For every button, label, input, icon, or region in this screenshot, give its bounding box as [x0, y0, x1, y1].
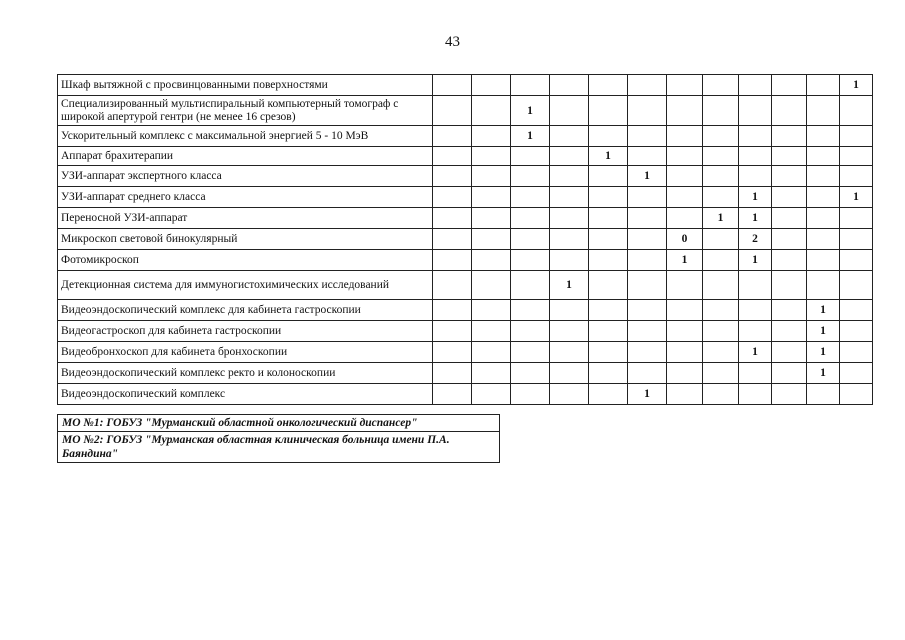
quantity-cell	[703, 166, 739, 187]
quantity-cell	[739, 300, 772, 321]
quantity-cell	[511, 342, 550, 363]
quantity-cell	[550, 229, 589, 250]
quantity-cell	[703, 147, 739, 166]
legend-row	[58, 432, 500, 463]
table-row	[58, 321, 873, 342]
quantity-cell	[589, 384, 628, 405]
quantity-cell	[433, 342, 472, 363]
quantity-cell	[433, 126, 472, 147]
quantity-cell	[772, 208, 807, 229]
quantity-cell	[589, 271, 628, 300]
quantity-cell	[772, 229, 807, 250]
quantity-cell	[433, 363, 472, 384]
quantity-cell	[703, 271, 739, 300]
quantity-cell	[589, 229, 628, 250]
quantity-cell	[840, 321, 873, 342]
quantity-cell	[807, 96, 840, 126]
quantity-cell: 1	[739, 187, 772, 208]
quantity-cell	[703, 126, 739, 147]
quantity-cell	[703, 342, 739, 363]
equipment-name: Видеобронхоскоп для кабинета бронхоскопии	[58, 342, 433, 363]
quantity-cell	[667, 342, 703, 363]
table-row	[58, 384, 873, 405]
table-row	[58, 250, 873, 271]
quantity-cell	[550, 126, 589, 147]
quantity-cell	[840, 342, 873, 363]
quantity-cell	[739, 384, 772, 405]
quantity-cell	[772, 271, 807, 300]
table-row	[58, 363, 873, 384]
quantity-cell	[628, 75, 667, 96]
quantity-cell	[739, 75, 772, 96]
quantity-cell	[433, 147, 472, 166]
page-number: 43	[445, 34, 460, 50]
quantity-cell	[628, 271, 667, 300]
quantity-cell	[772, 96, 807, 126]
quantity-cell	[433, 271, 472, 300]
quantity-cell	[667, 166, 703, 187]
quantity-cell	[703, 250, 739, 271]
quantity-cell	[511, 271, 550, 300]
quantity-cell	[807, 208, 840, 229]
quantity-cell	[772, 384, 807, 405]
equipment-name: УЗИ-аппарат среднего класса	[58, 187, 433, 208]
quantity-cell	[550, 321, 589, 342]
quantity-cell: 1	[703, 208, 739, 229]
quantity-cell	[739, 321, 772, 342]
equipment-name: Переносной УЗИ-аппарат	[58, 208, 433, 229]
quantity-cell	[511, 166, 550, 187]
quantity-cell	[550, 147, 589, 166]
quantity-cell: 1	[840, 187, 873, 208]
quantity-cell	[511, 363, 550, 384]
quantity-cell: 1	[807, 342, 840, 363]
quantity-cell	[807, 229, 840, 250]
quantity-cell	[628, 321, 667, 342]
quantity-cell	[628, 147, 667, 166]
quantity-cell	[703, 300, 739, 321]
quantity-cell	[511, 384, 550, 405]
quantity-cell	[472, 384, 511, 405]
quantity-cell: 1	[511, 126, 550, 147]
quantity-cell	[840, 250, 873, 271]
quantity-cell: 1	[807, 363, 840, 384]
equipment-name: Шкаф вытяжной с просвинцованными поверхностями	[58, 75, 433, 96]
quantity-cell	[433, 96, 472, 126]
legend-row	[58, 415, 500, 432]
quantity-cell	[589, 75, 628, 96]
quantity-cell	[433, 75, 472, 96]
quantity-cell: 1	[589, 147, 628, 166]
quantity-cell	[511, 229, 550, 250]
equipment-table	[57, 74, 873, 405]
quantity-cell	[807, 126, 840, 147]
quantity-cell	[840, 96, 873, 126]
quantity-cell: 1	[628, 166, 667, 187]
quantity-cell: 1	[807, 321, 840, 342]
quantity-cell	[667, 96, 703, 126]
table-row	[58, 271, 873, 300]
quantity-cell: 0	[667, 229, 703, 250]
quantity-cell	[772, 126, 807, 147]
quantity-cell	[739, 363, 772, 384]
quantity-cell	[667, 126, 703, 147]
quantity-cell: 1	[628, 384, 667, 405]
quantity-cell: 1	[739, 342, 772, 363]
table-row	[58, 126, 873, 147]
quantity-cell	[772, 321, 807, 342]
quantity-cell	[703, 321, 739, 342]
quantity-cell	[589, 250, 628, 271]
quantity-cell	[628, 300, 667, 321]
table-row	[58, 300, 873, 321]
quantity-cell	[589, 126, 628, 147]
quantity-cell	[628, 96, 667, 126]
quantity-cell	[840, 166, 873, 187]
equipment-name: УЗИ-аппарат экспертного класса	[58, 166, 433, 187]
quantity-cell	[511, 321, 550, 342]
quantity-cell	[772, 75, 807, 96]
quantity-cell	[433, 166, 472, 187]
quantity-cell	[433, 187, 472, 208]
quantity-cell	[703, 363, 739, 384]
quantity-cell	[772, 342, 807, 363]
quantity-cell	[511, 250, 550, 271]
quantity-cell	[472, 208, 511, 229]
quantity-cell	[433, 321, 472, 342]
quantity-cell	[840, 147, 873, 166]
quantity-cell	[472, 363, 511, 384]
quantity-cell	[667, 300, 703, 321]
quantity-cell	[840, 126, 873, 147]
quantity-cell: 1	[807, 300, 840, 321]
quantity-cell	[772, 250, 807, 271]
quantity-cell	[667, 75, 703, 96]
quantity-cell	[472, 147, 511, 166]
quantity-cell	[472, 271, 511, 300]
quantity-cell	[472, 321, 511, 342]
legend-mo1: МО №1: ГОБУЗ "Мурманский областной онкологический диспансер"	[58, 415, 500, 432]
table-row	[58, 166, 873, 187]
quantity-cell: 2	[739, 229, 772, 250]
quantity-cell	[433, 300, 472, 321]
quantity-cell	[667, 384, 703, 405]
quantity-cell	[807, 187, 840, 208]
quantity-cell	[550, 250, 589, 271]
quantity-cell	[550, 384, 589, 405]
quantity-cell	[511, 187, 550, 208]
quantity-cell	[550, 300, 589, 321]
quantity-cell	[840, 208, 873, 229]
quantity-cell	[472, 229, 511, 250]
quantity-cell	[703, 229, 739, 250]
quantity-cell	[472, 75, 511, 96]
quantity-cell	[433, 384, 472, 405]
quantity-cell: 1	[550, 271, 589, 300]
quantity-cell	[667, 208, 703, 229]
quantity-cell	[472, 166, 511, 187]
quantity-cell	[433, 250, 472, 271]
table-row	[58, 229, 873, 250]
quantity-cell	[589, 342, 628, 363]
quantity-cell	[628, 126, 667, 147]
quantity-cell	[550, 342, 589, 363]
quantity-cell	[628, 229, 667, 250]
equipment-name: Детекционная система для иммуногистохимических исследований	[58, 271, 433, 300]
quantity-cell	[511, 147, 550, 166]
quantity-cell	[739, 271, 772, 300]
quantity-cell	[589, 208, 628, 229]
quantity-cell	[472, 342, 511, 363]
quantity-cell	[739, 166, 772, 187]
quantity-cell	[628, 342, 667, 363]
quantity-cell	[589, 166, 628, 187]
equipment-name: Микроскоп световой бинокулярный	[58, 229, 433, 250]
table-row	[58, 187, 873, 208]
quantity-cell	[667, 363, 703, 384]
quantity-cell	[550, 75, 589, 96]
quantity-cell	[739, 147, 772, 166]
quantity-cell	[589, 96, 628, 126]
table-row	[58, 75, 873, 96]
equipment-table-body	[58, 75, 873, 405]
quantity-cell	[772, 300, 807, 321]
quantity-cell	[511, 75, 550, 96]
quantity-cell	[772, 166, 807, 187]
quantity-cell	[472, 300, 511, 321]
equipment-name: Специализированный мультиспиральный компьютерный томограф с широкой апертурой гентри (не менее 16 срезов)	[58, 96, 433, 126]
quantity-cell	[667, 321, 703, 342]
quantity-cell	[628, 363, 667, 384]
quantity-cell	[739, 96, 772, 126]
equipment-name: Фотомикроскоп	[58, 250, 433, 271]
quantity-cell	[628, 250, 667, 271]
quantity-cell	[840, 271, 873, 300]
legend-mo2: МО №2: ГОБУЗ "Мурманская областная клиническая больница имени П.А. Баяндина"	[58, 432, 500, 463]
quantity-cell	[807, 271, 840, 300]
quantity-cell	[472, 96, 511, 126]
quantity-cell: 1	[739, 250, 772, 271]
quantity-cell: 1	[511, 96, 550, 126]
quantity-cell	[433, 229, 472, 250]
quantity-cell	[589, 300, 628, 321]
quantity-cell	[807, 384, 840, 405]
quantity-cell: 1	[739, 208, 772, 229]
quantity-cell	[840, 300, 873, 321]
quantity-cell	[472, 126, 511, 147]
quantity-cell	[703, 75, 739, 96]
equipment-name: Аппарат брахитерапии	[58, 147, 433, 166]
equipment-name: Ускорительный комплекс с максимальной энергией 5 - 10 МэВ	[58, 126, 433, 147]
quantity-cell	[550, 363, 589, 384]
quantity-cell	[703, 187, 739, 208]
quantity-cell	[703, 384, 739, 405]
quantity-cell	[589, 321, 628, 342]
quantity-cell	[667, 271, 703, 300]
quantity-cell	[472, 187, 511, 208]
quantity-cell	[628, 208, 667, 229]
quantity-cell	[628, 187, 667, 208]
quantity-cell	[703, 96, 739, 126]
quantity-cell	[772, 147, 807, 166]
equipment-name: Видеоэндоскопический комплекс для кабинета гастроскопии	[58, 300, 433, 321]
quantity-cell	[589, 363, 628, 384]
equipment-name: Видеоэндоскопический комплекс	[58, 384, 433, 405]
quantity-cell	[550, 166, 589, 187]
legend-table	[57, 414, 500, 463]
equipment-name: Видеоэндоскопический комплекс ректо и колоноскопии	[58, 363, 433, 384]
quantity-cell	[807, 147, 840, 166]
quantity-cell: 1	[840, 75, 873, 96]
table-row	[58, 96, 873, 126]
quantity-cell	[433, 208, 472, 229]
quantity-cell	[807, 250, 840, 271]
quantity-cell	[550, 96, 589, 126]
quantity-cell	[511, 208, 550, 229]
quantity-cell	[807, 166, 840, 187]
quantity-cell	[840, 229, 873, 250]
table-row	[58, 147, 873, 166]
quantity-cell	[667, 147, 703, 166]
quantity-cell: 1	[667, 250, 703, 271]
quantity-cell	[511, 300, 550, 321]
table-row	[58, 208, 873, 229]
quantity-cell	[772, 187, 807, 208]
quantity-cell	[840, 384, 873, 405]
quantity-cell	[739, 126, 772, 147]
quantity-cell	[550, 187, 589, 208]
quantity-cell	[807, 75, 840, 96]
quantity-cell	[589, 187, 628, 208]
quantity-cell	[550, 208, 589, 229]
quantity-cell	[840, 363, 873, 384]
quantity-cell	[772, 363, 807, 384]
equipment-name: Видеогастроскоп для кабинета гастроскопии	[58, 321, 433, 342]
table-row	[58, 342, 873, 363]
quantity-cell	[472, 250, 511, 271]
quantity-cell	[667, 187, 703, 208]
